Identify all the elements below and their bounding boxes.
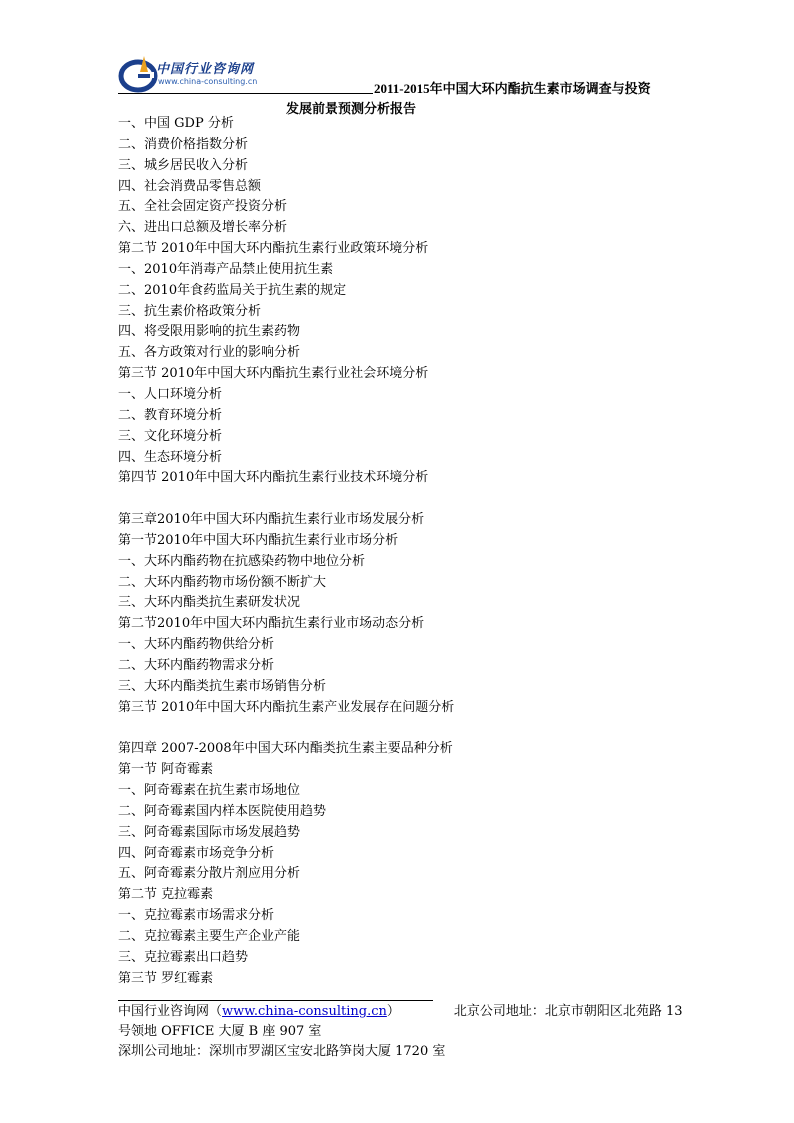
toc-line: 三、大环内酯类抗生素市场销售分析 (118, 678, 327, 694)
toc-line: 三、阿奇霉素国际市场发展趋势 (118, 824, 301, 840)
footer-site-close: ） (386, 1004, 400, 1019)
toc-line: 一、大环内酯药物在抗感染药物中地位分析 (118, 553, 366, 569)
toc-line: 三、克拉霉素出口趋势 (118, 949, 249, 965)
toc-line: 第一节 阿奇霉素 (118, 762, 214, 778)
footer-beijing-address: 北京公司地址：北京市朝阳区北苑路 13 (453, 1004, 683, 1019)
toc-line (118, 489, 688, 510)
company-logo (118, 52, 288, 96)
toc-line: 第三章2010年中国大环内酯抗生素行业市场发展分析 (118, 512, 425, 528)
toc-line: 五、全社会固定资产投资分析 (118, 199, 288, 215)
toc-line: 四、社会消费品零售总额 (118, 178, 262, 194)
footer-site-link[interactable]: www.china-consulting.cn (222, 1004, 387, 1019)
toc-line: 二、大环内酯药物需求分析 (118, 657, 275, 673)
toc-line (118, 718, 688, 739)
footer-beijing-address-cont: 号领地 OFFICE 大厦 B 座 907 室 (118, 1024, 322, 1039)
toc-line: 一、人口环境分析 (118, 386, 223, 402)
toc-line: 第三节 2010年中国大环内酯抗生素产业发展存在问题分析 (118, 699, 455, 715)
toc-line: 一、阿奇霉素在抗生素市场地位 (118, 783, 301, 798)
toc-line: 第二节 克拉霉素 (118, 887, 214, 903)
toc-line: 六、进出口总额及增长率分析 (118, 220, 288, 236)
toc-line: 二、消费价格指数分析 (118, 136, 249, 152)
toc-line: 第一节2010年中国大环内酯抗生素行业市场分析 (118, 532, 399, 548)
toc-line: 五、各方政策对行业的影响分析 (118, 345, 301, 361)
footer-rule (118, 1000, 433, 1001)
toc-line: 第三节 2010年中国大环内酯抗生素行业社会环境分析 (118, 366, 429, 382)
page-footer (118, 1002, 688, 1062)
logo-mark-icon (118, 52, 158, 96)
toc-line: 四、生态环境分析 (118, 449, 223, 465)
footer-line-1 (118, 1002, 688, 1022)
toc-line: 二、教育环境分析 (118, 407, 223, 423)
toc-line: 一、中国 GDP 分析 (118, 116, 234, 131)
toc-line: 第二节2010年中国大环内酯抗生素行业市场动态分析 (118, 616, 425, 632)
logo-text: 中国行业咨询网 (156, 62, 255, 77)
header-rule (118, 93, 373, 94)
toc-line: 三、抗生素价格政策分析 (118, 303, 262, 319)
toc-line: 四、将受限用影响的抗生素药物 (118, 324, 301, 340)
toc-line: 二、2010年食药监局关于抗生素的规定 (118, 282, 347, 298)
footer-site-name: 中国行业咨询网（ (118, 1004, 223, 1019)
toc-line: 五、阿奇霉素分散片剂应用分析 (118, 866, 301, 882)
toc-line: 第四节 2010年中国大环内酯抗生素行业技术环境分析 (118, 470, 429, 486)
toc-line: 三、城乡居民收入分析 (118, 157, 249, 173)
toc-line: 二、克拉霉素主要生产企业产能 (118, 928, 301, 944)
report-subtitle: 发展前景预测分析报告 (286, 101, 417, 116)
table-of-contents (118, 114, 688, 989)
toc-line: 一、2010年消毒产品禁止使用抗生素 (118, 261, 334, 277)
toc-line: 第三节 罗红霉素 (118, 970, 214, 986)
footer-shenzhen-address: 深圳公司地址：深圳市罗湖区宝安北路笋岗大厦 1720 室 (118, 1044, 446, 1059)
toc-line: 第四章 2007-2008年中国大环内酯类抗生素主要品种分析 (118, 741, 453, 757)
toc-line: 三、文化环境分析 (118, 428, 223, 444)
toc-line: 二、大环内酯药物市场份额不断扩大 (118, 574, 327, 590)
toc-line: 三、大环内酯类抗生素研发状况 (118, 595, 301, 611)
toc-line: 第二节 2010年中国大环内酯抗生素行业政策环境分析 (118, 241, 429, 257)
toc-line: 二、阿奇霉素国内样本医院使用趋势 (118, 803, 327, 819)
toc-line: 一、大环内酯药物供给分析 (118, 637, 275, 653)
toc-line: 四、阿奇霉素市场竞争分析 (118, 845, 275, 861)
toc-line: 一、克拉霉素市场需求分析 (118, 908, 275, 924)
report-title: 2011-2015年中国大环内酯抗生素市场调查与投资 (374, 81, 651, 96)
logo-url: www.china-consulting.cn (158, 77, 258, 86)
